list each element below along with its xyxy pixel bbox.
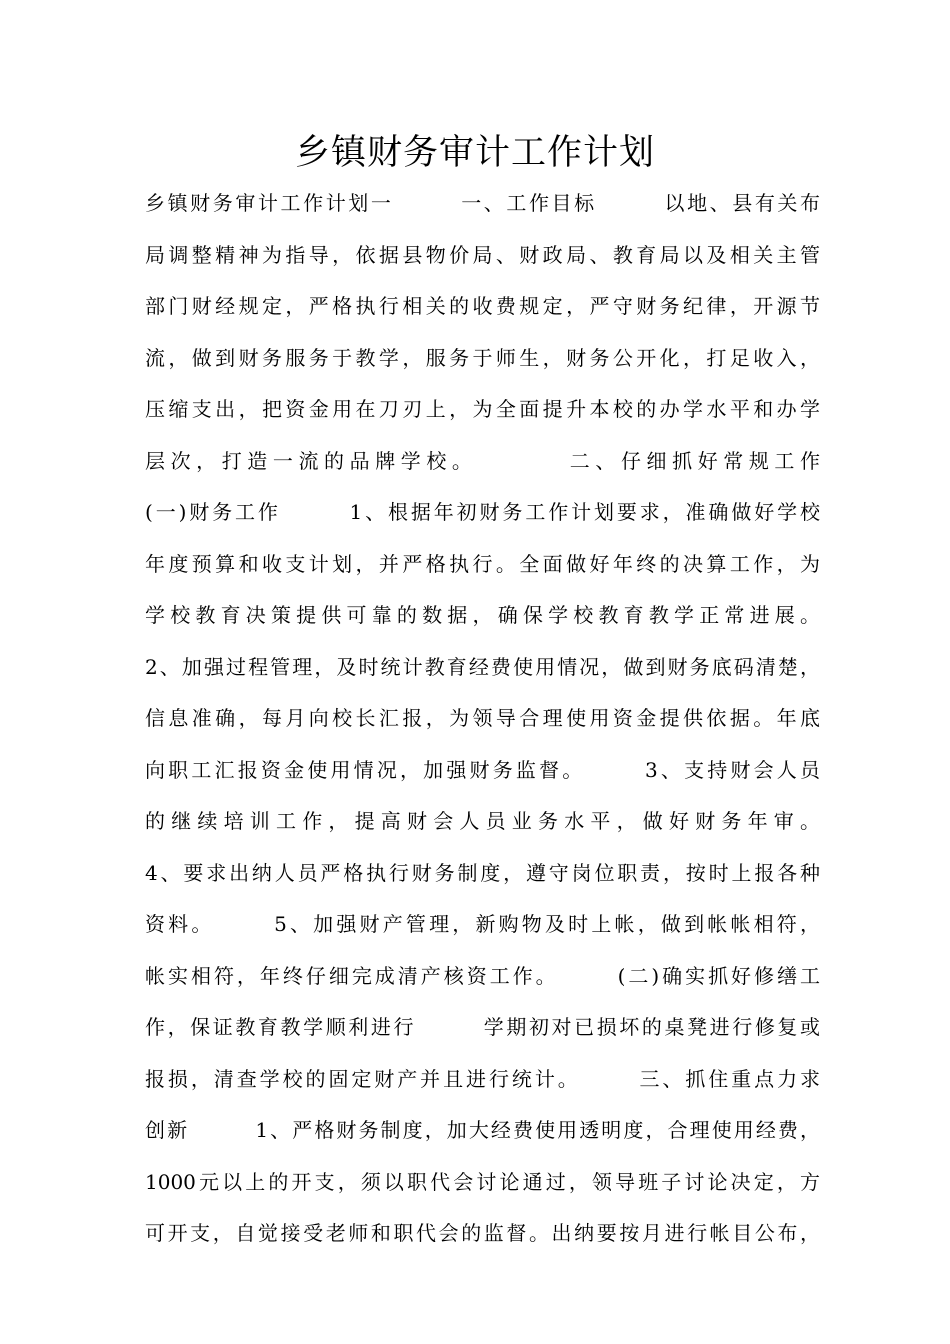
body-line: 层次，打造一流的品牌学校。 二、仔细抓好常规工作 xyxy=(145,448,820,473)
body-line: 学校教育决策提供可靠的数据，确保学校教育教学正常进展。 xyxy=(145,603,820,627)
body-line: 流，做到财务服务于教学，服务于师生，财务公开化，打足收入， xyxy=(145,345,820,370)
body-line: 部门财经规定，严格执行相关的收费规定，严守财务纪律，开源节 xyxy=(145,294,820,318)
body-line: 年度预算和收支计划，并严格执行。全面做好年终的决算工作，为 xyxy=(145,551,820,576)
body-line: 1000元以上的开支，须以职代会讨论通过，领导班子讨论决定，方 xyxy=(145,1169,820,1194)
body-line: 局调整精神为指导，依据县物价局、财政局、教育局以及相关主管 xyxy=(145,242,820,267)
body-line: 作，保证教育教学顺利进行 学期初对已损坏的桌凳进行修复或 xyxy=(145,1015,820,1039)
document-body xyxy=(145,178,820,1260)
body-line: 的继续培训工作，提高财会人员业务水平，做好财务年审。 xyxy=(145,809,820,833)
body-line: 信息准确，每月向校长汇报，为领导合理使用资金提供依据。年底 xyxy=(145,706,820,730)
body-line: 4、要求出纳人员严格执行财务制度，遵守岗位职责，按时上报各种 xyxy=(145,860,820,885)
body-line: 可开支，自觉接受老师和职代会的监督。出纳要按月进行帐目公布， xyxy=(145,1221,820,1245)
document-title: 乡镇财务审计工作计划 xyxy=(294,133,655,173)
body-line: 压缩支出，把资金用在刀刃上，为全面提升本校的办学水平和办学 xyxy=(145,397,820,421)
body-line: 向职工汇报资金使用情况，加强财务监督。 3、支持财会人员 xyxy=(145,757,820,782)
body-line: 乡镇财务审计工作计划一 一、工作目标 以地、县有关布 xyxy=(145,191,820,215)
body-line: 报损，清查学校的固定财产并且进行统计。 三、抓住重点力求 xyxy=(145,1066,820,1091)
body-line: 资料。 5、加强财产管理，新购物及时上帐，做到帐帐相符， xyxy=(145,912,820,936)
body-line: 创新 1、严格财务制度，加大经费使用透明度，合理使用经费， xyxy=(145,1118,820,1142)
body-line: 2、加强过程管理，及时统计教育经费使用情况，做到财务底码清楚， xyxy=(145,654,820,679)
body-line: 帐实相符，年终仔细完成清产核资工作。 (二)确实抓好修缮工 xyxy=(145,963,820,988)
body-line: (一)财务工作 1、根据年初财务工作计划要求，准确做好学校 xyxy=(145,500,820,524)
